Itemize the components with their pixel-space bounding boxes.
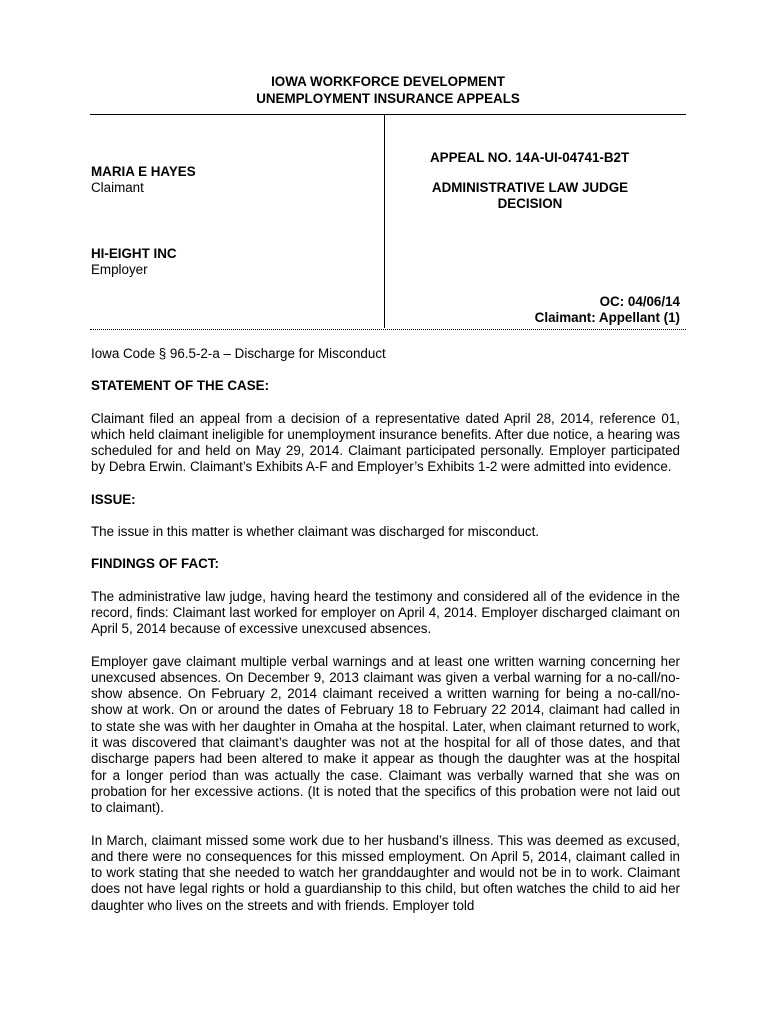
decision-title-line2: DECISION — [497, 196, 563, 212]
findings-heading: FINDINGS OF FACT: — [91, 556, 219, 572]
appeal-number: APPEAL NO. 14A-UI-04741-B2T — [430, 150, 630, 165]
caption-bottom-rule — [90, 329, 686, 330]
case-status-block — [535, 294, 680, 327]
findings-paragraph-1: The administrative law judge, having heard the testimony and considered all of the evidence in the record, finds: Claimant last worked for employer on April 4, 2014. Employer discharged claimant on April 5, 2014 because of excessive unexcused absences. — [91, 588, 680, 637]
claimant-role: Claimant — [91, 180, 144, 196]
issue-heading: ISSUE: — [91, 491, 136, 507]
claimant-status: Claimant: Appellant (1) — [534, 310, 680, 326]
employer-block — [91, 246, 177, 279]
employer-role: Employer — [91, 262, 148, 278]
agency-name: IOWA WORKFORCE DEVELOPMENT — [271, 74, 505, 89]
employer-name: HI-EIGHT INC — [91, 246, 177, 261]
caption-top-rule — [90, 114, 686, 115]
findings-paragraph-3: In March, claimant missed some work due to her husband’s illness. This was deemed as excused, and there were no consequences for this missed employment. On April 5, 2014, claimant called in to work stating that she needed to watch her granddaughter and would not be in to work. Claimant does not have legal rights or hold a guardianship to this child, but often watches the child to aid her daughter who lives on the streets and with friends. Employer told — [91, 832, 680, 913]
agency-division: UNEMPLOYMENT INSURANCE APPEALS — [256, 91, 520, 106]
statement-heading: STATEMENT OF THE CASE: — [91, 378, 270, 394]
caption-divider — [384, 115, 385, 328]
findings-paragraph-2: Employer gave claimant multiple verbal warnings and at least one written warning concerning her unexcused absences. On December 9, 2013 claimant was given a verbal warning for a no-call/no-show absence. On February 2, 2014 claimant received a written warning for being a no-call/no-show at work. On or around the dates of February 18 to February 22 2014, claimant had called in to state she was with her daughter in Omaha at the hospital. Later, when claimant returned to work, it was discovered that claimant’s daughter was not at the hospital for all of those dates, and that discharge papers had been altered to make it appear as though the daughter was at the hospital for a longer period than was actually the case. Claimant was verbally warned that she was on probation for her excessive actions. (It is noted that the specifics of this probation were not laid out to claimant). — [91, 653, 680, 816]
decision-title-line1: ADMINISTRATIVE LAW JUDGE — [431, 180, 629, 195]
code-reference: Iowa Code § 96.5-2-a – Discharge for Misconduct — [91, 346, 386, 361]
statement-paragraph: Claimant filed an appeal from a decision of a representative dated April 28, 2014, reference 01, which held claimant ineligible for unemployment insurance benefits. After due notice, a hearing was scheduled for and held on May 29, 2014. Claimant participated personally. Employer participated by Debra Erwin. Claimant’s Exhibits A-F and Employer’s Exhibits 1-2 were admitted into evidence. — [91, 410, 680, 475]
agency-header — [90, 74, 686, 108]
claimant-block — [91, 164, 196, 197]
decision-body — [91, 346, 680, 914]
claimant-name: MARIA E HAYES — [91, 164, 196, 179]
oc-date: OC: 04/06/14 — [599, 294, 680, 309]
issue-paragraph: The issue in this matter is whether claimant was discharged for misconduct. — [91, 524, 540, 540]
decision-title — [420, 180, 640, 213]
